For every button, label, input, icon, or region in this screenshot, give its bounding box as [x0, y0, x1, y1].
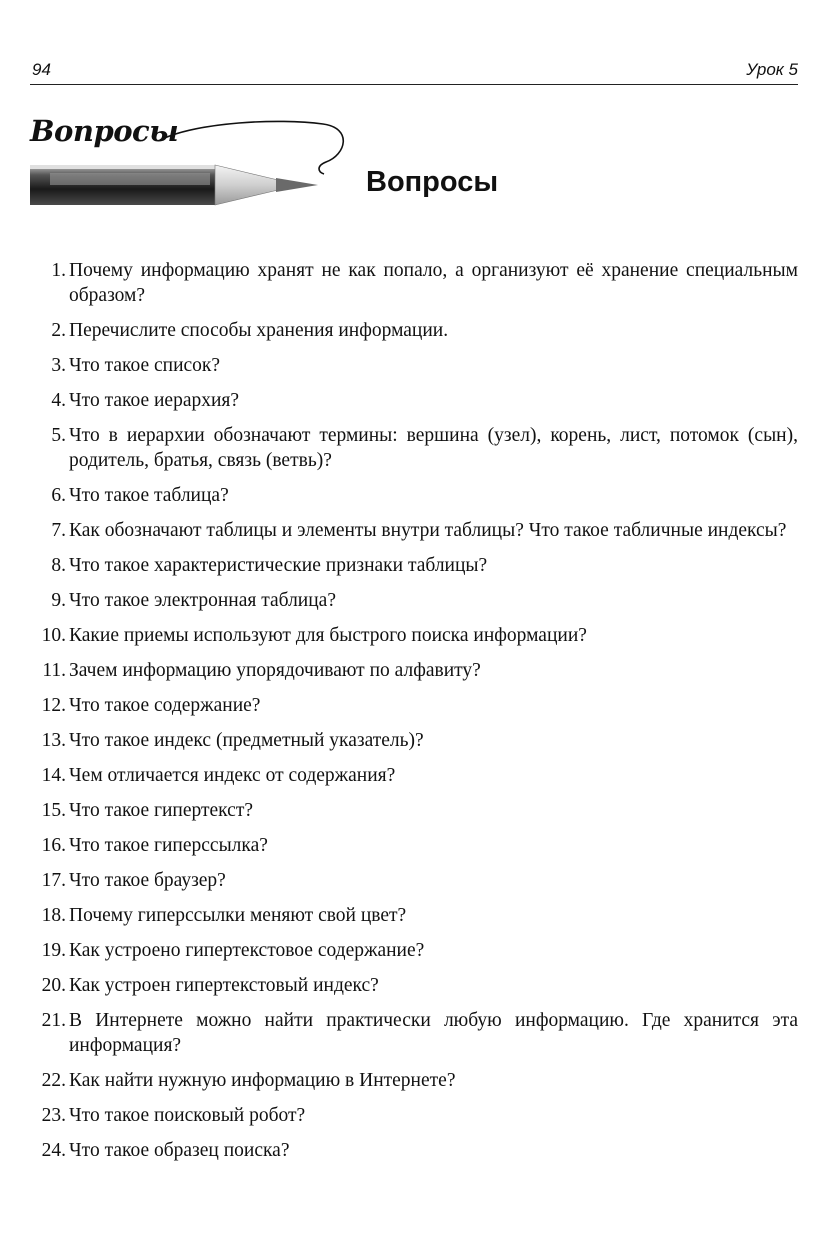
list-item: [30, 798, 798, 823]
question-number: 1.: [51, 260, 66, 281]
section-title: Вопросы: [366, 166, 499, 198]
question-number: 5.: [51, 425, 66, 446]
question-text: Как обозначают таблицы и элементы внутри таблицы? Что такое табличные индексы?: [69, 520, 787, 541]
question-number: 24.: [41, 1140, 66, 1161]
list-item: [30, 658, 798, 683]
question-number: 18.: [41, 905, 66, 926]
question-number: 17.: [41, 870, 66, 891]
question-text: Как устроено гипертекстовое содержание?: [69, 940, 425, 961]
question-text: Что такое образец поиска?: [69, 1140, 290, 1161]
question-text: Какие приемы используют для быстрого поиска информации?: [69, 625, 587, 646]
question-number: 10.: [41, 625, 66, 646]
list-item: [30, 728, 798, 753]
page-number: 94: [32, 60, 51, 79]
question-text: Что такое гиперссылка?: [69, 835, 268, 856]
question-number: 12.: [41, 695, 66, 716]
list-item: [30, 353, 798, 378]
running-head: [30, 58, 798, 85]
question-text: Что такое характеристические признаки таблицы?: [69, 555, 488, 576]
list-item: [30, 423, 798, 473]
question-number: 2.: [51, 320, 66, 341]
list-item: [30, 903, 798, 928]
question-text: Что такое браузер?: [69, 870, 226, 891]
question-number: 4.: [51, 390, 66, 411]
question-text: Что такое иерархия?: [69, 390, 240, 411]
list-item: [30, 938, 798, 963]
list-item: [30, 623, 798, 648]
question-number: 9.: [51, 590, 66, 611]
question-number: 19.: [41, 940, 66, 961]
list-item: [30, 1068, 798, 1093]
question-text: Что такое список?: [69, 355, 221, 376]
question-text: Почему гиперссылки меняют свой цвет?: [69, 905, 407, 926]
question-number: 3.: [51, 355, 66, 376]
question-text: Чем отличается индекс от содержания?: [69, 765, 396, 786]
list-item: [30, 483, 798, 508]
question-number: 16.: [41, 835, 66, 856]
list-item: [30, 1008, 798, 1058]
list-item: [30, 1138, 798, 1163]
list-item: [30, 388, 798, 413]
question-text: Что в иерархии обозначают термины: вершина (узел), корень, лист, потомок (сын), родитель, братья, связь (ветвь)?: [69, 425, 798, 471]
question-text: Что такое гипертекст?: [69, 800, 253, 821]
question-text: Что такое содержание?: [69, 695, 261, 716]
question-text: Что такое поисковый робот?: [69, 1105, 306, 1126]
section-banner: [28, 110, 358, 215]
list-item: [30, 588, 798, 613]
list-item: [30, 258, 798, 308]
question-text: В Интернете можно найти практически любую информацию. Где хранится эта информация?: [69, 1010, 798, 1056]
question-number: 11.: [42, 660, 66, 681]
chapter-label: Урок 5: [746, 60, 798, 79]
list-item: [30, 518, 798, 543]
question-text: Что такое индекс (предметный указатель)?: [69, 730, 424, 751]
question-number: 22.: [41, 1070, 66, 1091]
list-item: [30, 833, 798, 858]
question-number: 20.: [41, 975, 66, 996]
question-number: 21.: [41, 1010, 66, 1031]
list-item: [30, 318, 798, 343]
list-item: [30, 868, 798, 893]
question-text: Почему информацию хранят не как попало, а организуют её хранение специальным образом?: [69, 260, 798, 306]
question-text: Как устроен гипертекстовый индекс?: [69, 975, 379, 996]
question-number: 23.: [41, 1105, 66, 1126]
question-number: 7.: [51, 520, 66, 541]
question-number: 14.: [41, 765, 66, 786]
question-text: Зачем информацию упорядочивают по алфавиту?: [69, 660, 481, 681]
question-number: 6.: [51, 485, 66, 506]
question-number: 8.: [51, 555, 66, 576]
question-text: Что такое таблица?: [69, 485, 229, 506]
list-item: [30, 763, 798, 788]
question-text: Перечислите способы хранения информации.: [69, 320, 449, 341]
list-item: [30, 693, 798, 718]
question-text: Как найти нужную информацию в Интернете?: [69, 1070, 456, 1091]
list-item: [30, 973, 798, 998]
question-list: [30, 258, 798, 1173]
list-item: [30, 1103, 798, 1128]
question-number: 15.: [41, 800, 66, 821]
list-item: [30, 553, 798, 578]
question-text: Что такое электронная таблица?: [69, 590, 336, 611]
banner-script-label: Вопросы: [30, 114, 179, 148]
question-number: 13.: [41, 730, 66, 751]
